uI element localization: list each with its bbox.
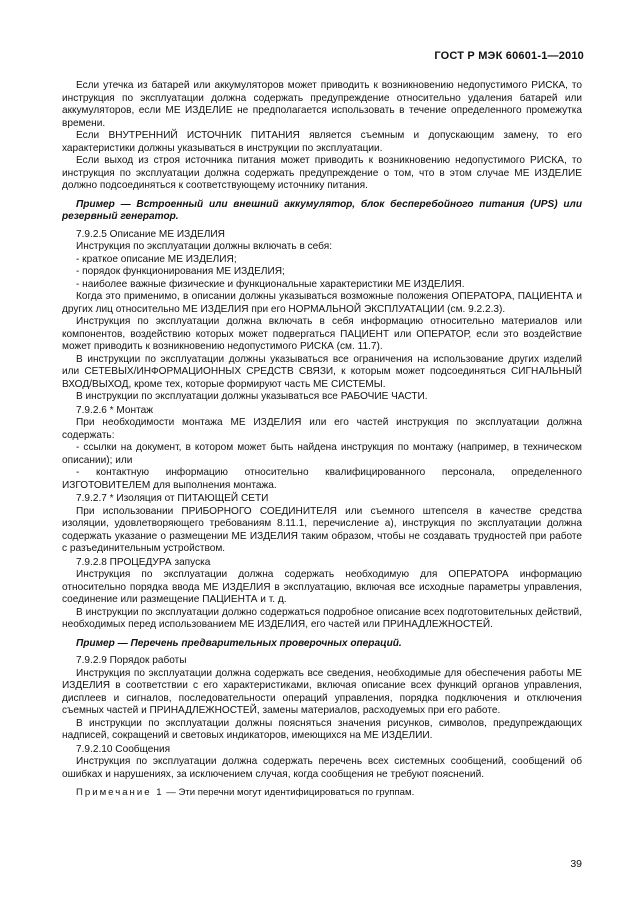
section-heading: 7.9.2.6 * Монтаж <box>76 404 153 416</box>
page-number: 39 <box>570 858 582 870</box>
paragraph: Инструкция по эксплуатации должна содержать все сведения, необходимые для обеспечения работы МЕ ИЗДЕЛИЯ в соответствии с его характеристиками, включая описание всех функций органов управления, дисплеев и сигналов, последовательности операций управления, порядка подключения и отключения съемных частей и ПРИНАДЛЕЖНОСТЕЙ, замены материалов, расходуемых при его работе. <box>62 667 582 716</box>
paragraph: Если утечка из батарей или аккумуляторов может приводить к возникновению недопустимого РИСКА, то инструкция по эксплуатации должна содержать предупреждение относительно удаления батарей или аккумуляторов, если МЕ ИЗДЕЛИЕ не предполагается использовать в течение определенного промежутка времени. <box>62 80 582 129</box>
section-heading: 7.9.2.7 * Изоляция от ПИТАЮЩЕЙ СЕТИ <box>76 493 269 504</box>
paragraph: В инструкции по эксплуатации должно содержаться подробное описание всех подготовительных действий, необходимых перед использованием МЕ ИЗДЕЛИЯ, его частей или ПРИНАДЛЕЖНОСТЕЙ. <box>62 606 582 630</box>
list-item: - порядок функционирования МЕ ИЗДЕЛИЯ; <box>76 266 285 277</box>
paragraph: В инструкции по эксплуатации должны поясняться значения рисунков, символов, предупреждающих надписей, сокращений и световых индикаторов, имеющихся на МЕ ИЗДЕЛИИ. <box>62 717 582 741</box>
list-item: - контактную информацию относительно квалифицированного персонала, определенного ИЗГОТОВИТЕЛЕМ для выполнения монтажа. <box>62 467 582 491</box>
example: Пример — Встроенный или внешний аккумулятор, блок бесперебойного питания (UPS) или резервный генератор. <box>62 198 582 222</box>
paragraph: Инструкция по эксплуатации должна содержать перечень всех системных сообщений, сообщений об ошибках и нарушениях, за исключением случая, когда сообщения не требуют пояснений. <box>62 756 582 780</box>
paragraph: При необходимости монтажа МЕ ИЗДЕЛИЯ или его частей инструкция по эксплуатации должна содержать: <box>62 417 582 441</box>
section-heading: 7.9.2.5 Описание МЕ ИЗДЕЛИЯ <box>76 228 225 240</box>
document-body <box>62 80 582 800</box>
section-heading: 7.9.2.8 ПРОЦЕДУРА запуска <box>76 556 211 568</box>
example: Пример — Перечень предварительных проверочных операций. <box>76 637 402 649</box>
paragraph: Инструкция по эксплуатации должна содержать необходимую для ОПЕРАТОРА информацию относительно порядка ввода МЕ ИЗДЕЛИЯ в эксплуатацию, включая все исходные параметры управления, соединение или размещение ПАЦИЕНТА и т. д. <box>62 569 582 605</box>
paragraph: Когда это применимо, в описании должны указываться возможные положения ОПЕРАТОРА, ПАЦИЕНТА и других лиц относительно МЕ ИЗДЕЛИЯ при его НОРМАЛЬНОЙ ЭКСПЛУАТАЦИИ (см. 9.2.2.3). <box>62 291 582 315</box>
paragraph: Если выход из строя источника питания может приводить к возникновению недопустимого РИСКА, то инструкция по эксплуатации должна содержать предупреждение о том, что в этом случае МЕ ИЗДЕЛИЕ должно подсоединяться к соответствующему источнику питания. <box>62 155 582 191</box>
paragraph: В инструкции по эксплуатации должны указываться все РАБОЧИЕ ЧАСТИ. <box>76 391 428 402</box>
list-item: - наиболее важные физические и функциональные характеристики МЕ ИЗДЕЛИЯ. <box>76 278 465 290</box>
paragraph: Если ВНУТРЕННИЙ ИСТОЧНИК ПИТАНИЯ является съемным и допускающим замену, то его характеристики должны указываться в инструкции по эксплуатации. <box>62 130 582 154</box>
paragraph: В инструкции по эксплуатации должны указываться все ограничения на использование других изделий или СЕТЕВЫХ/ИНФОРМАЦИОННЫХ СРЕДСТВ СВЯЗИ, к которым может подсоединяться СИГНАЛЬНЫЙ ВХОД/ВЫХОД, кроме тех, которые формируют часть МЕ СИСТЕМЫ. <box>62 353 582 390</box>
section-heading: 7.9.2.9 Порядок работы <box>76 655 187 666</box>
section-heading: 7.9.2.10 Сообщения <box>76 743 171 755</box>
note-text: — Эти перечни могут идентифицироваться по группам. <box>163 787 415 798</box>
list-item: - ссылки на документ, в котором может быть найдена инструкция по монтажу (например, в техническом описании); или <box>62 442 582 466</box>
note-label: Примечание 1 <box>76 787 164 798</box>
paragraph: Инструкция по эксплуатации должны включать в себя: <box>76 241 332 252</box>
paragraph: При использовании ПРИБОРНОГО СОЕДИНИТЕЛЯ или съемного штепселя в качестве средства изоляции, удовлетворяющего требованиям 8.11.1, перечисление а), инструкция по эксплуатации должна содержать указание о размещении МЕ ИЗДЕЛИЯ таким образом, чтобы не создавать трудностей при работе с разъединительным устройством. <box>62 505 582 554</box>
list-item: - краткое описание МЕ ИЗДЕЛИЯ; <box>76 253 237 265</box>
paragraph: Инструкция по эксплуатации должна включать в себя информацию относительно материалов или компонентов, воздействию которых может подвергаться ПАЦИЕНТ или ОПЕРАТОР, если это воздействие может приводить к возникновению недопустимого РИСКА (см. 11.7). <box>62 316 582 352</box>
note <box>62 787 582 800</box>
document-header: ГОСТ Р МЭК 60601-1—2010 <box>434 50 584 62</box>
